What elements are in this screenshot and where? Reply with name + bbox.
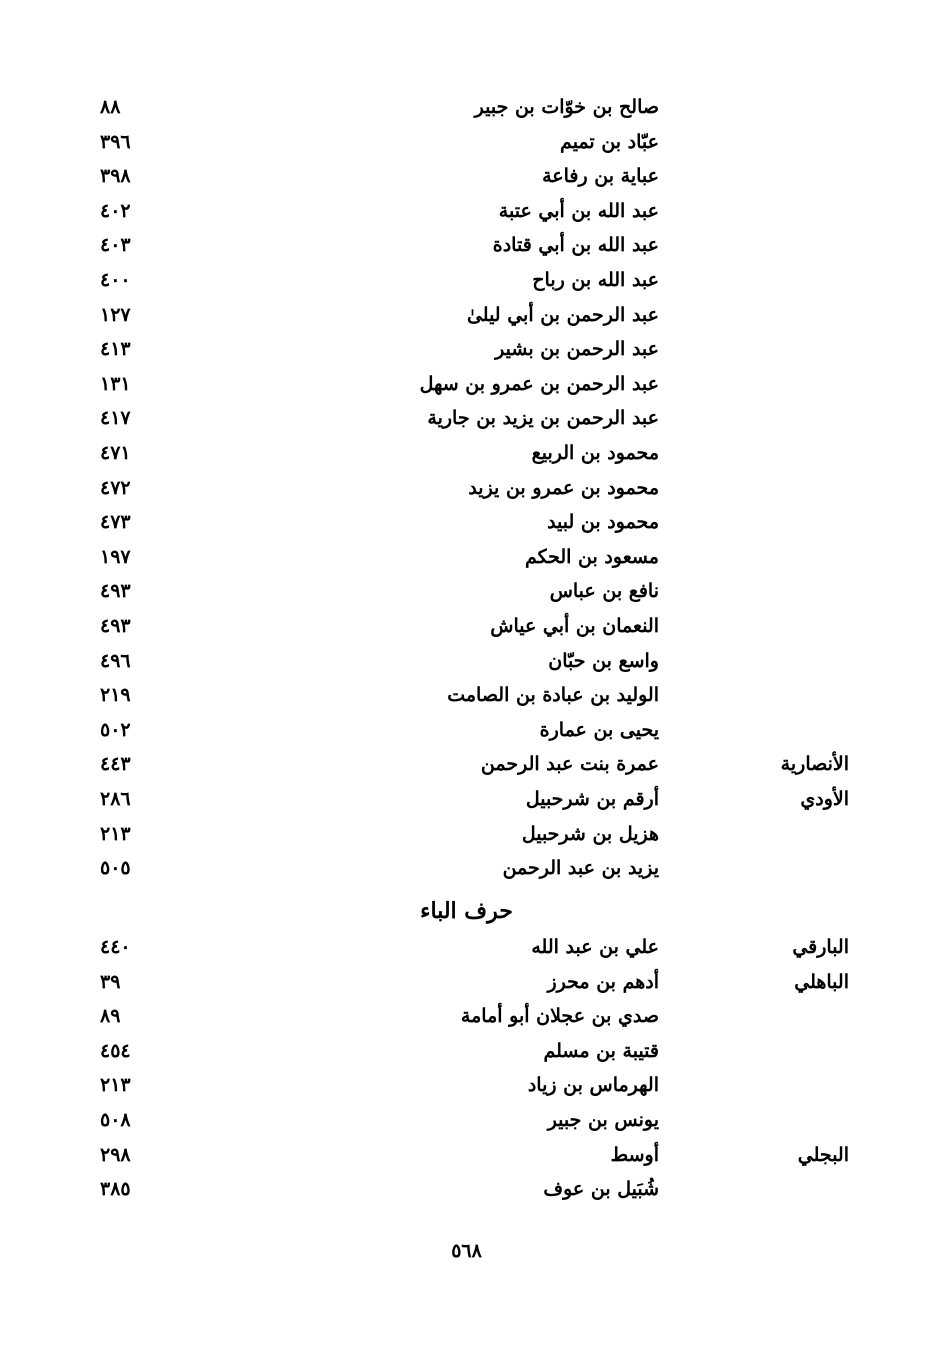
entry-name: صدي بن عجلان أبو أمامة [460,1005,659,1028]
entry-page-number: ١٩٧ [100,545,131,568]
index-entry [0,159,933,193]
entry-page-number: ٥٠٨ [100,1109,131,1131]
entry-name: نافع بن عباس [549,580,659,603]
entry-name: النعمان بن أبي عياش [490,615,659,637]
entry-nisba: البجلي [797,1143,849,1166]
entry-name: شُبَيل بن عوف [543,1178,659,1201]
entry-page-number: ٨٩ [100,1005,121,1028]
entry-name: واسع بن حبّان [548,649,659,672]
entry-page-number: ٤٩٣ [100,615,131,637]
entry-page-number: ٤٤٠ [100,936,131,958]
entry-page-number: ٣٨٥ [100,1178,131,1201]
index-entry [0,782,933,816]
index-entry [0,851,933,885]
entry-name: الوليد بن عبادة بن الصامت [447,684,659,707]
index-entry [0,678,933,712]
entry-page-number: ٤١٧ [100,407,131,430]
index-entry [0,505,933,539]
entry-page-number: ١٢٧ [100,303,131,326]
entry-name: عباية بن رفاعة [542,165,659,188]
entry-name: قتيبة بن مسلم [543,1039,659,1062]
index-entry [0,1103,933,1137]
index-entry [0,1068,933,1102]
page-number: ٥٦٨ [451,1240,482,1262]
index-entry [0,609,933,643]
entry-page-number: ٤٧١ [100,442,131,464]
entry-name: عبد الرحمن بن يزيد بن جارية [427,407,659,430]
index-entry [0,298,933,332]
index-entry [0,817,933,851]
entry-page-number: ٤٠٣ [100,234,131,257]
entry-name: هزيل بن شرحبيل [521,822,659,845]
index-entry [0,644,933,678]
index-entry [0,747,933,781]
entry-name: يزيد بن عبد الرحمن [502,857,659,880]
entry-nisba: الأودي [800,788,849,810]
entry-page-number: ٤٧٢ [100,476,131,499]
entry-page-number: ١٣١ [100,372,131,395]
entry-page-number: ٤٠٠ [100,269,131,291]
entry-page-number: ٣٩٨ [100,165,131,188]
index-entry [0,713,933,747]
entry-name: عبد الله بن رباح [532,269,659,291]
index-entry [0,90,933,124]
entry-nisba: الأنصارية [780,753,849,776]
index-entry [0,930,933,964]
entry-page-number: ٥٠٥ [100,857,131,880]
entry-name: يحيى بن عمارة [539,718,659,741]
entry-name: عبد الله بن أبي عتبة [498,199,659,222]
index-entry [0,1034,933,1068]
entry-page-number: ٤٠٢ [100,199,131,222]
index-entry [0,263,933,297]
entry-page-number: ٤٩٣ [100,580,131,603]
entry-name: أرقم بن شرحبيل [525,788,659,810]
index-entry [0,1138,933,1172]
entry-name: الهرماس بن زياد [527,1074,659,1097]
entry-name: محمود بن عمرو بن يزيد [468,476,659,499]
entry-page-number: ٢١٣ [100,822,131,845]
entry-name: عبد الرحمن بن بشير [495,338,659,361]
entry-name: عبد الله بن أبي قتادة [492,234,659,257]
entry-name: أدهم بن محرز [547,970,659,993]
index-entry [0,1172,933,1206]
index-entry [0,965,933,999]
entry-page-number: ٨٨ [100,96,121,118]
entry-page-number: ٢٩٨ [100,1143,131,1166]
entry-page-number: ٢١٩ [100,684,131,707]
entry-page-number: ٤١٣ [100,338,131,361]
entry-name: عبد الرحمن بن أبي ليلىٰ [466,303,659,326]
entry-name: صالح بن خوّات بن جبير [474,96,659,118]
index-entry [0,540,933,574]
entry-name: مسعود بن الحكم [524,545,659,568]
index-entry [0,194,933,228]
entry-nisba: الباهلي [794,970,849,993]
entry-name: عمرة بنت عبد الرحمن [480,753,659,776]
entry-page-number: ٤٤٣ [100,753,131,776]
entry-page-number: ٢٨٦ [100,788,131,810]
entry-page-number: ٢١٣ [100,1074,131,1097]
entry-name: أوسط [610,1143,659,1166]
index-entry [0,125,933,159]
entry-name: علي بن عبد الله [531,936,659,958]
section-heading: حرف الباء [420,898,513,924]
index-entry [0,471,933,505]
entry-page-number: ٣٩ [100,970,121,993]
index-entry [0,401,933,435]
entry-name: محمود بن الربيع [531,442,659,464]
index-entry [0,332,933,366]
entry-page-number: ٤٧٣ [100,511,131,534]
entry-name: عبّاد بن تميم [560,130,659,153]
index-entry [0,367,933,401]
entry-page-number: ٣٩٦ [100,130,131,153]
entry-page-number: ٥٠٢ [100,718,131,741]
entry-page-number: ٤٩٦ [100,649,131,672]
index-entry [0,228,933,262]
index-entry [0,999,933,1033]
entry-name: عبد الرحمن بن عمرو بن سهل [419,372,659,395]
entry-name: يونس بن جبير [547,1109,659,1131]
entry-nisba: البارقي [792,936,849,958]
entry-page-number: ٤٥٤ [100,1039,131,1062]
index-entry [0,574,933,608]
index-entry [0,436,933,470]
entry-name: محمود بن لبيد [547,511,659,534]
